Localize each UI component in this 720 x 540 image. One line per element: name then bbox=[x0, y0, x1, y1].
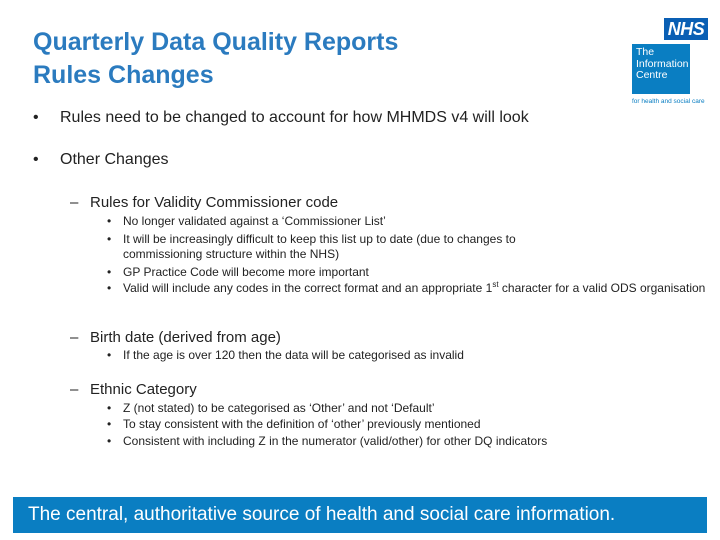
subheading-text: Birth date (derived from age) bbox=[90, 329, 281, 346]
bullet-icon: • bbox=[107, 214, 112, 228]
list-item-text: To stay consistent with the definition of ‘other’ previously mentioned bbox=[123, 417, 481, 431]
logo-tagline: for health and social care bbox=[632, 98, 705, 105]
list-item-text: GP Practice Code will become more important bbox=[123, 265, 369, 279]
list-item-text: If the age is over 120 then the data will be categorised as invalid bbox=[123, 348, 464, 362]
bullet-icon: • bbox=[33, 109, 39, 126]
slide-title bbox=[33, 26, 593, 92]
list-item-text: It will be increasingly difficult to keep this list up to date (due to changes to commissioning structure within the NHS) bbox=[123, 232, 516, 261]
footer-tagline: The central, authoritative source of health and social care information. bbox=[28, 504, 616, 525]
dash-icon: – bbox=[70, 194, 79, 211]
bullet-icon: • bbox=[107, 232, 112, 246]
bullet-icon: • bbox=[107, 281, 112, 295]
list-item-text-part: Valid will include any codes in the correct format and an appropriate 1 bbox=[123, 281, 493, 295]
list-item-text: No longer validated against a ‘Commissioner List’ bbox=[123, 214, 386, 228]
bullet-icon: • bbox=[107, 417, 112, 431]
information-centre-box bbox=[632, 44, 690, 94]
slide-title-line-2: Rules Changes bbox=[33, 61, 214, 89]
bullet-icon: • bbox=[33, 151, 39, 168]
dash-icon: – bbox=[70, 381, 79, 398]
list-item-text-part: character for a valid ODS organisation bbox=[498, 281, 706, 295]
bullet-icon: • bbox=[107, 401, 112, 415]
logo-box-line-1: The bbox=[636, 46, 655, 58]
ordinal-superscript: st bbox=[492, 280, 499, 289]
bullet-icon: • bbox=[107, 348, 112, 362]
bullet-text: Rules need to be changed to account for how MHMDS v4 will look bbox=[60, 109, 529, 126]
slide-title-line-1: Quarterly Data Quality Reports bbox=[33, 28, 399, 56]
dash-icon: – bbox=[70, 329, 79, 346]
list-item-text bbox=[123, 281, 713, 296]
footer-banner bbox=[13, 497, 707, 533]
subheading-text: Rules for Validity Commissioner code bbox=[90, 194, 339, 211]
logo-box-line-3: Centre bbox=[636, 69, 668, 81]
list-item-text: Z (not stated) to be categorised as ‘Other’ and not ‘Default’ bbox=[123, 401, 435, 415]
logo-box-line-2: Information bbox=[636, 57, 689, 70]
bullet-text: Other Changes bbox=[60, 151, 169, 168]
bullet-icon: • bbox=[107, 434, 112, 448]
subheading-text: Ethnic Category bbox=[90, 381, 197, 398]
bullet-icon: • bbox=[107, 265, 112, 279]
nhs-logo-badge: NHS bbox=[664, 18, 708, 40]
list-item-text: Consistent with including Z in the numerator (valid/other) for other DQ indicators bbox=[123, 434, 548, 448]
